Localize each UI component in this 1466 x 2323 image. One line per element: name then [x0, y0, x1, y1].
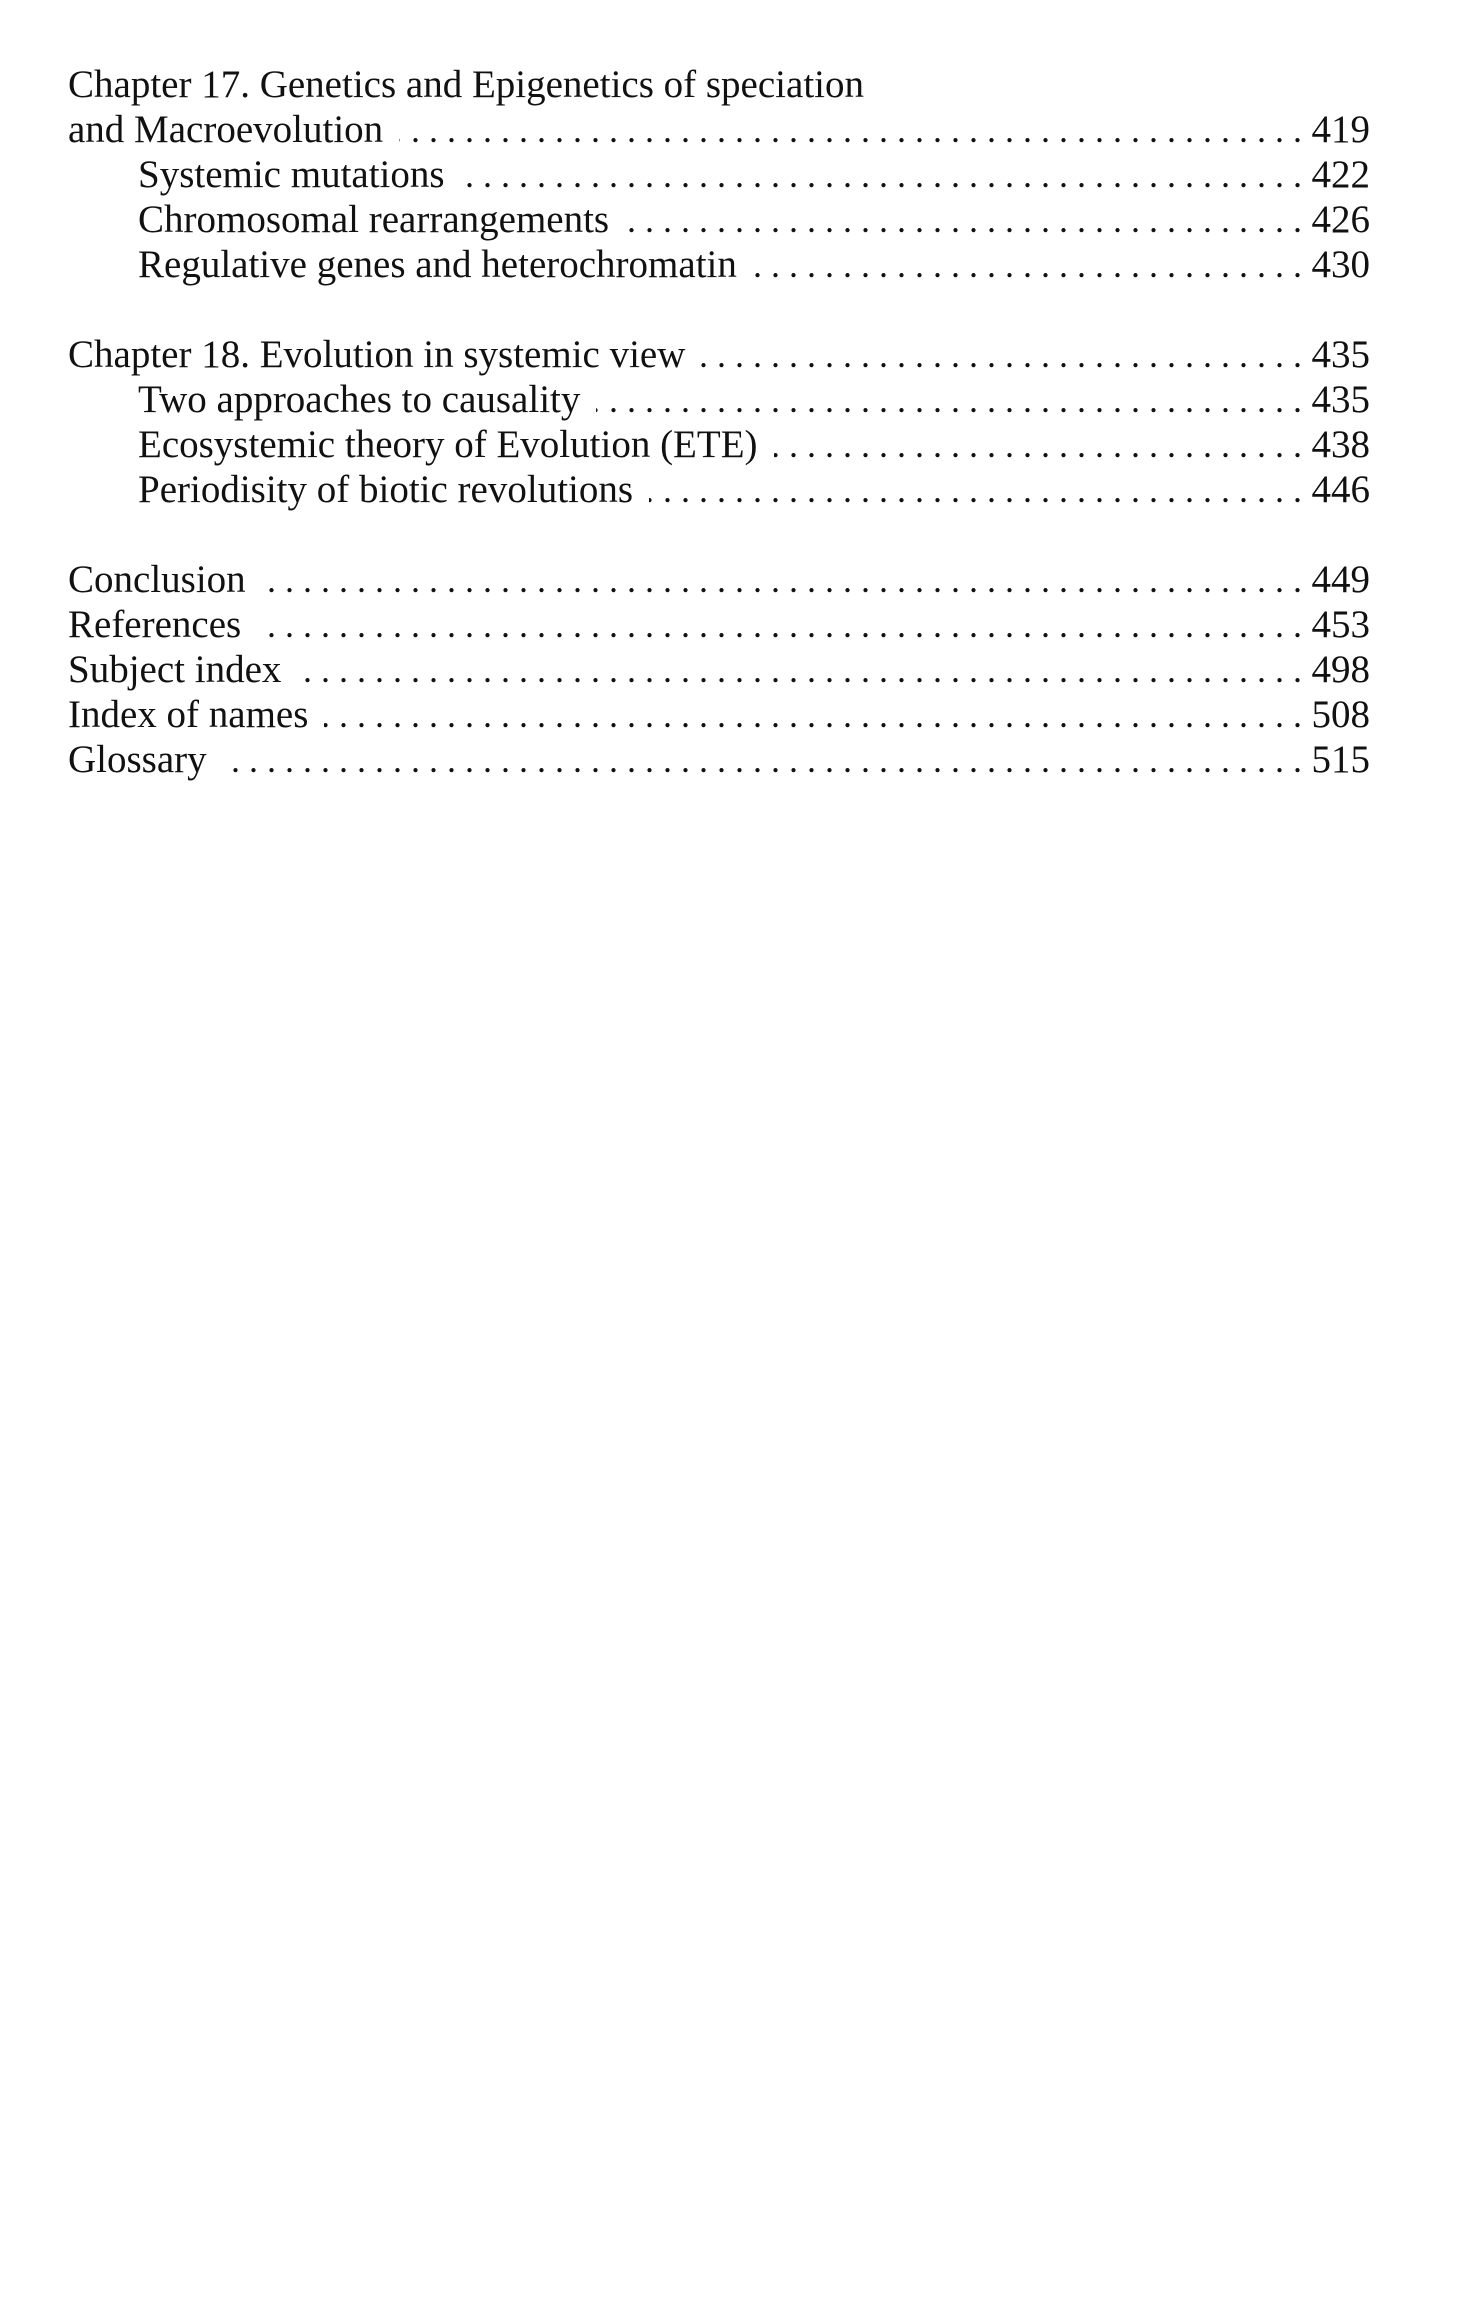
toc-entry-two-approaches[interactable] [68, 377, 1370, 422]
dot-leader [399, 108, 1302, 153]
toc-entry-title: and Macroevolution [68, 108, 384, 151]
toc-entry-references[interactable] [68, 602, 1370, 647]
toc-page-number: 435 [1311, 333, 1370, 376]
toc-entry-title: Conclusion [68, 558, 246, 601]
toc-entry-title: Chapter 18. Evolution in systemic view [68, 333, 686, 376]
toc-entry-regulative-genes[interactable] [68, 242, 1370, 287]
toc-entry-conclusion[interactable] [68, 557, 1370, 602]
chapter-17-title-line1: Chapter 17. Genetics and Epigenetics of speciation [68, 63, 864, 106]
toc-entry-periodisity[interactable] [68, 467, 1370, 512]
toc-page-number: 426 [1311, 198, 1370, 241]
toc-page-number: 508 [1311, 693, 1370, 736]
chapter-17-group [68, 62, 1370, 287]
toc-entry-index-of-names[interactable] [68, 692, 1370, 737]
dot-leader [701, 333, 1302, 378]
toc-entry-title: Subject index [68, 648, 282, 691]
toc-entry-title: Periodisity of biotic revolutions [138, 468, 634, 511]
back-matter-group [68, 557, 1370, 782]
toc-page-number: 435 [1311, 378, 1370, 421]
toc-page-number: 498 [1311, 648, 1370, 691]
dot-leader [324, 693, 1302, 738]
toc-page-number: 419 [1311, 108, 1370, 151]
toc-entry-title: Chromosomal rearrangements [138, 198, 610, 241]
dot-leader [774, 423, 1302, 468]
dot-leader [461, 153, 1302, 198]
toc-page-number: 515 [1311, 738, 1370, 781]
toc-entry-subject-index[interactable] [68, 647, 1370, 692]
toc-entry-title: Index of names [68, 693, 309, 736]
toc-entry-systemic-mutations[interactable] [68, 152, 1370, 197]
toc-entry-title: Ecosystemic theory of Evolution (ETE) [138, 423, 758, 466]
table-of-contents [68, 62, 1370, 782]
toc-entry-title: References [68, 603, 242, 646]
dot-leader [596, 378, 1302, 423]
toc-page-number: 438 [1311, 423, 1370, 466]
dot-leader [297, 648, 1302, 693]
toc-entry-chapter-18[interactable] [68, 332, 1370, 377]
toc-entry-title: Regulative genes and heterochromatin [138, 243, 737, 286]
toc-page-number: 453 [1311, 603, 1370, 646]
dot-leader [649, 468, 1302, 513]
toc-entry-chromosomal-rearrangements[interactable] [68, 197, 1370, 242]
dot-leader [257, 603, 1302, 648]
toc-page-number: 446 [1311, 468, 1370, 511]
toc-entry-glossary[interactable] [68, 737, 1370, 782]
toc-entry-title: Two approaches to causality [138, 378, 581, 421]
toc-entry-chapter-17[interactable] [68, 107, 1370, 152]
toc-entry-ecosystemic-theory[interactable] [68, 422, 1370, 467]
toc-entry-title: Systemic mutations [138, 153, 445, 196]
toc-entry-title: Glossary [68, 738, 207, 781]
toc-page-number: 449 [1311, 558, 1370, 601]
dot-leader [223, 738, 1302, 783]
toc-page-number: 422 [1311, 153, 1370, 196]
dot-leader [753, 243, 1302, 288]
chapter-18-group [68, 332, 1370, 512]
toc-page-number: 430 [1311, 243, 1370, 286]
dot-leader [625, 198, 1302, 243]
dot-leader [262, 558, 1302, 603]
